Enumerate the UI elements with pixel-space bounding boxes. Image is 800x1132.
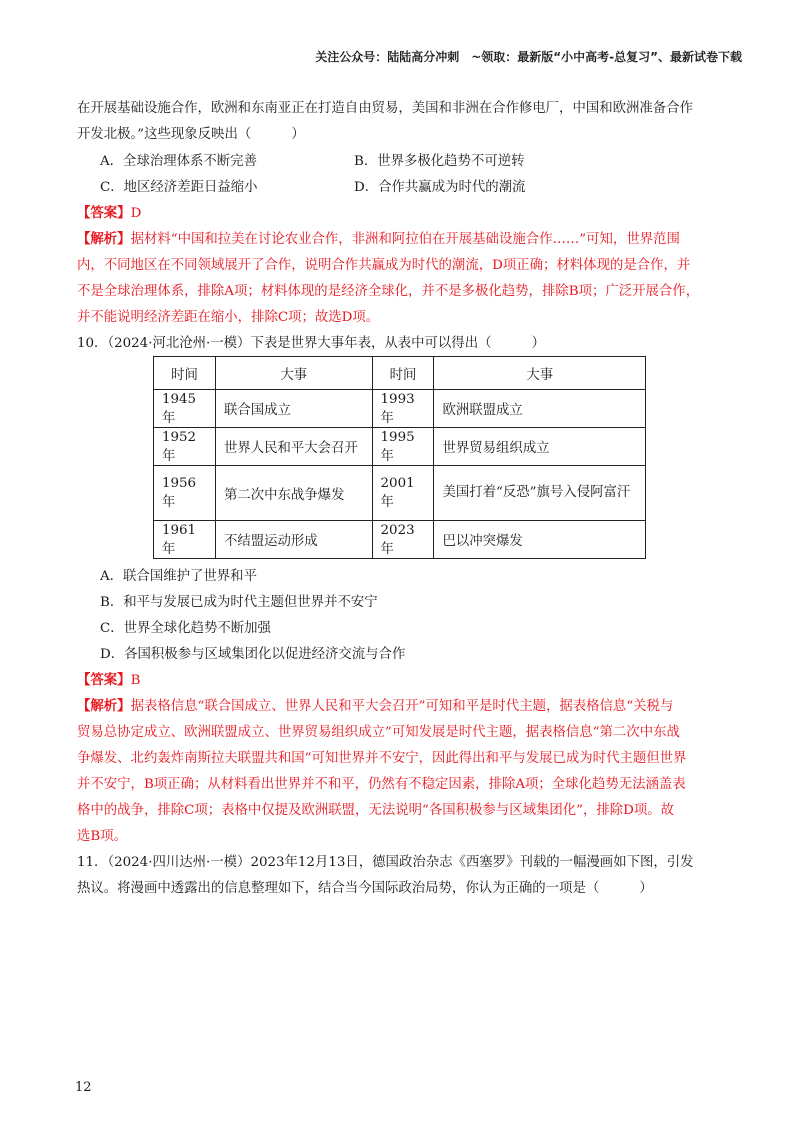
header-time-1: 时间 — [154, 357, 216, 390]
q9-analysis-line-3: 不是全球治理体系，排除A项；材料体现的是经济全球化，并不是多极化趋势，排除B项；广泛开展合作， — [77, 284, 700, 299]
table-cell: 1952年 — [154, 428, 216, 466]
q9-stem-line-1: 在开展基础设施合作，欧洲和东南亚正在打造自由贸易，美国和非洲在合作修电厂，中国和欧洲准备合作 — [77, 101, 693, 116]
q9-analysis-line-1 — [77, 228, 680, 247]
table-cell: 不结盟运动形成 — [215, 521, 372, 559]
table-row — [154, 390, 646, 428]
table-row — [154, 428, 646, 466]
table-cell: 美国打着“反恐”旗号入侵阿富汗 — [434, 466, 646, 521]
table-cell: 1961年 — [154, 521, 216, 559]
table-cell: 第二次中东战争爆发 — [215, 466, 372, 521]
q10-stem: 10．（2024·河北沧州·一模）下表是世界大事年表，从表中可以得出（ ） — [77, 336, 546, 351]
analysis-text: 据材料“中国和拉美在讨论农业合作，非洲和阿拉伯在开展基础设施合作……”可知，世界范围 — [130, 232, 680, 247]
q9-option-b: B．世界多极化趋势不可逆转 — [354, 154, 525, 169]
page-number: 12 — [75, 1080, 92, 1095]
table-cell: 世界人民和平大会召开 — [215, 428, 372, 466]
table-cell: 2001年 — [372, 466, 434, 521]
q9-analysis-line-2: 内，不同地区在不同领域展开了合作，说明合作共赢成为时代的潮流，D项正确；材料体现的是合作，并 — [77, 258, 691, 273]
answer-value: D — [130, 206, 142, 221]
q9-option-d: D．合作共赢成为时代的潮流 — [354, 180, 526, 195]
header-event-1: 大事 — [215, 357, 372, 390]
table-row — [154, 521, 646, 559]
analysis-text: 据表格信息“联合国成立、世界人民和平大会召开”可知和平是时代主题，据表格信息“关税与 — [130, 699, 674, 714]
table-cell: 2023年 — [372, 521, 434, 559]
world-events-table — [153, 356, 646, 559]
q10-analysis-line-5: 格中的战争，排除C项；表格中仅提及欧洲联盟，无法说明“各国积极参与区域集团化”，排除D项。故 — [77, 803, 675, 818]
q9-stem-line-2: 开发北极。”这些现象反映出（ ） — [77, 127, 305, 142]
header-time-2: 时间 — [372, 357, 434, 390]
answer-value: B — [130, 673, 141, 688]
q10-analysis-line-3: 争爆发、北约轰炸南斯拉夫联盟共和国”可知世界并不安宁，因此得出和平与发展已成为时代主题但世界 — [77, 751, 687, 766]
analysis-label: 【解析】 — [77, 698, 131, 714]
q9-answer — [77, 202, 141, 221]
table-cell: 联合国成立 — [215, 390, 372, 428]
table-cell: 1993年 — [372, 390, 434, 428]
q10-answer — [77, 669, 140, 688]
q9-option-a: A．全球治理体系不断完善 — [100, 154, 257, 169]
q11-stem-line-2: 热议。将漫画中透露出的信息整理如下，结合当今国际政治局势，你认为正确的一项是（ ） — [77, 881, 653, 896]
answer-label: 【答案】 — [77, 672, 131, 688]
q10-analysis-line-1 — [77, 695, 673, 714]
q11-stem-line-1: 11．（2024·四川达州·一模）2023年12月13日，德国政治杂志《西塞罗》刊载的一幅漫画如下图，引发 — [77, 855, 694, 870]
analysis-label: 【解析】 — [77, 231, 131, 247]
q9-analysis-line-4: 并不能说明经济差距在缩小，排除C项；故选D项。 — [77, 310, 380, 325]
table-cell: 1956年 — [154, 466, 216, 521]
q10-analysis-line-6: 选B项。 — [77, 829, 128, 844]
table-header-row — [154, 357, 646, 390]
page-header: 关注公众号：陆陆高分冲刺 ~领取：最新版“小中高考-总复习”、最新试卷下载 — [315, 50, 742, 64]
answer-label: 【答案】 — [77, 205, 131, 221]
q10-option-c: C．世界全球化趋势不断加强 — [100, 621, 271, 636]
q9-option-c: C．地区经济差距日益缩小 — [100, 180, 258, 195]
table-cell: 1995年 — [372, 428, 434, 466]
q10-option-b: B．和平与发展已成为时代主题但世界并不安宁 — [100, 595, 378, 610]
table-cell: 巴以冲突爆发 — [434, 521, 646, 559]
header-event-2: 大事 — [434, 357, 646, 390]
table-row — [154, 466, 646, 521]
q10-option-a: A．联合国维护了世界和平 — [100, 569, 257, 584]
table-cell: 1945年 — [154, 390, 216, 428]
table-cell: 世界贸易组织成立 — [434, 428, 646, 466]
q10-option-d: D．各国积极参与区域集团化以促进经济交流与合作 — [100, 647, 406, 662]
table-cell: 欧洲联盟成立 — [434, 390, 646, 428]
q10-analysis-line-2: 贸易总协定成立、欧洲联盟成立、世界贸易组织成立”可知发展是时代主题，据表格信息“第二次中东战 — [77, 725, 680, 740]
q10-analysis-line-4: 并不安宁，B项正确；从材料看出世界并不和平，仍然有不稳定因素，排除A项；全球化趋势无法涵盖表 — [77, 777, 686, 792]
